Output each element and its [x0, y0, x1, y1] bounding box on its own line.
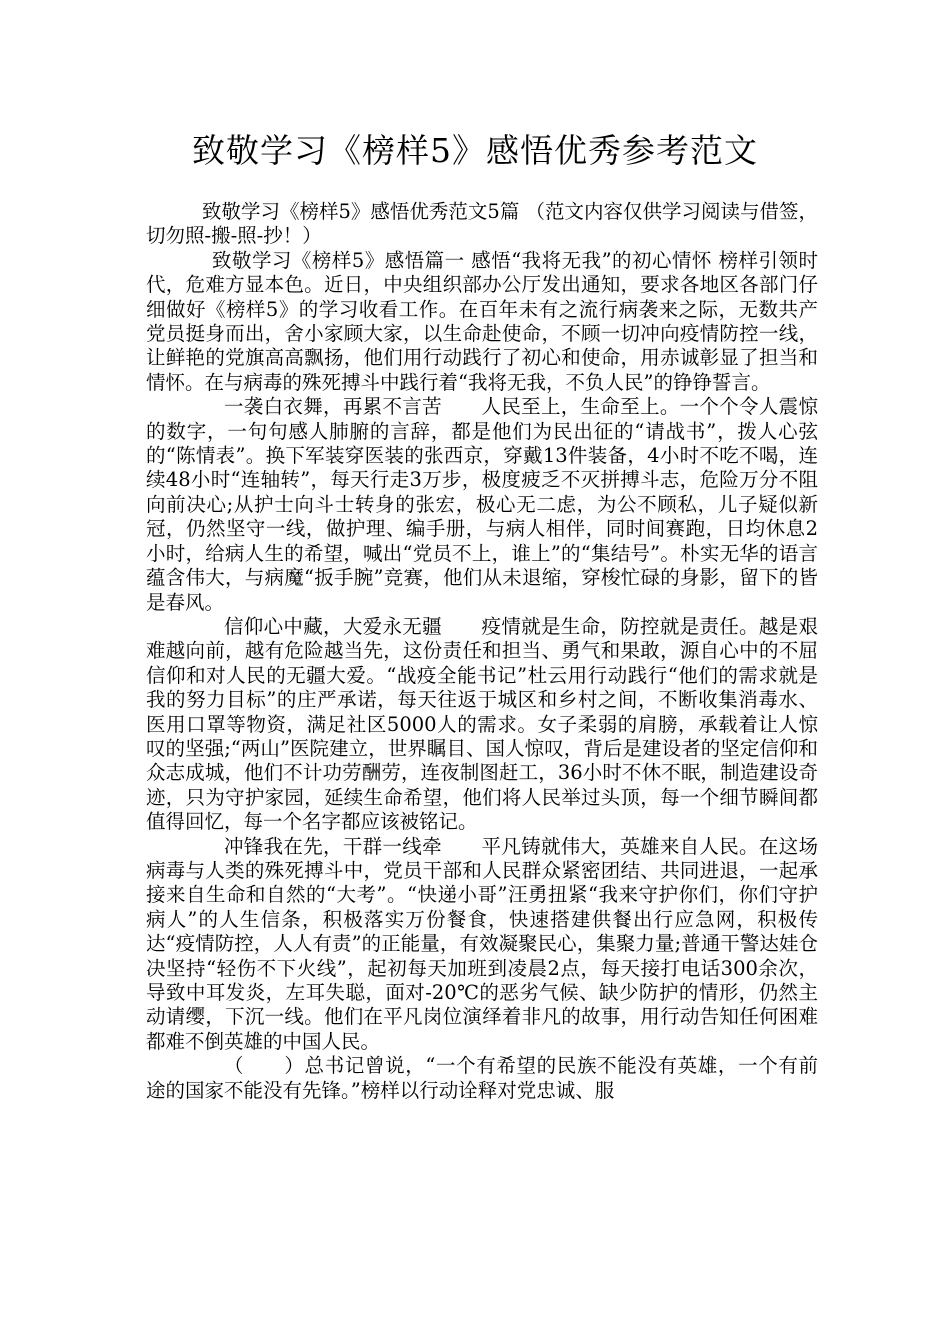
paragraph-white-coat: 一袭白衣舞，再累不言苦 人民至上，生命至上。一个个令人震惊的数字，一句句感人肺腑的言辞，都是他们为民出征的“请战书”，拨人心弦的“陈情表”。换下军装穿医装的张西京，穿戴13件装备，4小时不吃不喝，连续48小时“连轴转”，每天行走3万步，极度疲乏不灭拼搏斗志，危险万分不阻向前决心;从护士向斗士转身的张宏，极心无二虑，为公不顾私，儿子疑似新冠，仍然坚守一线，做护理、编手册，与病人相伴，同时间赛跑，日均休息2小时，给病人生的希望，喊出“党员不上，谁上”的“集结号”。朴实无华的语言蕴含伟大，与病魔“扳手腕”竞赛，他们从未退缩，穿梭忙碌的身影，留下的皆是春风。 — [146, 395, 818, 614]
paragraph-part-one: 致敬学习《榜样5》感悟篇一 感悟“我将无我”的初心情怀 榜样引领时代，危难方显本色。近日，中央组织部办公厅发出通知，要求各地区各部门仔细做好《榜样5》的学习收看工作。在百年未有之流行病袭来之际，无数共产党员挺身而出，舍小家顾大家，以生命赴使命，不顾一切冲向疫情防控一线，让鲜艳的党旗高高飘扬，他们用行动践行了初心和使命，用赤诚彰显了担当和情怀。在与病毒的殊死搏斗中践行着“我将无我，不负人民”的铮铮誓言。 — [146, 248, 818, 394]
paragraph-charge: 冲锋我在先，干群一线牵 平凡铸就伟大，英雄来自人民。在这场病毒与人类的殊死搏斗中，党员干部和人民群众紧密团结、共同进退，一起承接来自生命和自然的“大考”。“快递小哥”汪勇扭紧“我来守护你们，你们守护病人”的人生信条，积极落实万份餐食，快速搭建供餐出行应急网，积极传达“疫情防控，人人有责”的正能量，有效凝聚民心，集聚力量;普通干警达娃仓决坚持“轻伤不下火线”，起初每天加班到凌晨2点，每天接打电话300余次，导致中耳发炎，左耳失聪，面对-20℃的恶劣气候、缺少防护的情形，仍然主动请缨，下沉一线。他们在平凡岗位演绎着非凡的故事，用行动告知任何困难都难不倒英雄的中国人民。 — [146, 834, 818, 1053]
document-title: 致敬学习《榜样5》感悟优秀参考范文 — [192, 131, 758, 170]
paragraph-quote: （ ）总书记曾说，“一个有希望的民族不能没有英雄，一个有前途的国家不能没有先锋。”榜样以行动诠释对党忠诚、服 — [146, 1054, 818, 1102]
paragraph-intro: 致敬学习《榜样5》感悟优秀范文5篇 （范文内容仅供学习阅读与借签，切勿照-搬-照-抄！） — [146, 200, 819, 248]
document-body — [146, 200, 818, 1103]
paragraph-faith: 信仰心中藏，大爱永无疆 疫情就是生命，防控就是责任。越是艰难越向前，越有危险越当先，这份责任和担当、勇气和果敢，源自心中的不屈信仰和对人民的无疆大爱。“战疫全能书记”杜云用行动践行“他们的需求就是我的努力目标”的庄严承诺，每天往返于城区和乡村之间，不断收集消毒水、医用口罩等物资，满足社区5000人的需求。女子柔弱的肩膀，承载着让人惊叹的坚强;“两山”医院建立，世界瞩目、国人惊叹，背后是建设者的坚定信仰和众志成城，他们不计功劳酬劳，连夜制图赶工，36小时不休不眠，制造建设奇迹，只为守护家园，延续生命希望，他们将人民举过头顶，每一个细节瞬间都值得回忆，每一个名字都应该被铭记。 — [146, 614, 818, 834]
